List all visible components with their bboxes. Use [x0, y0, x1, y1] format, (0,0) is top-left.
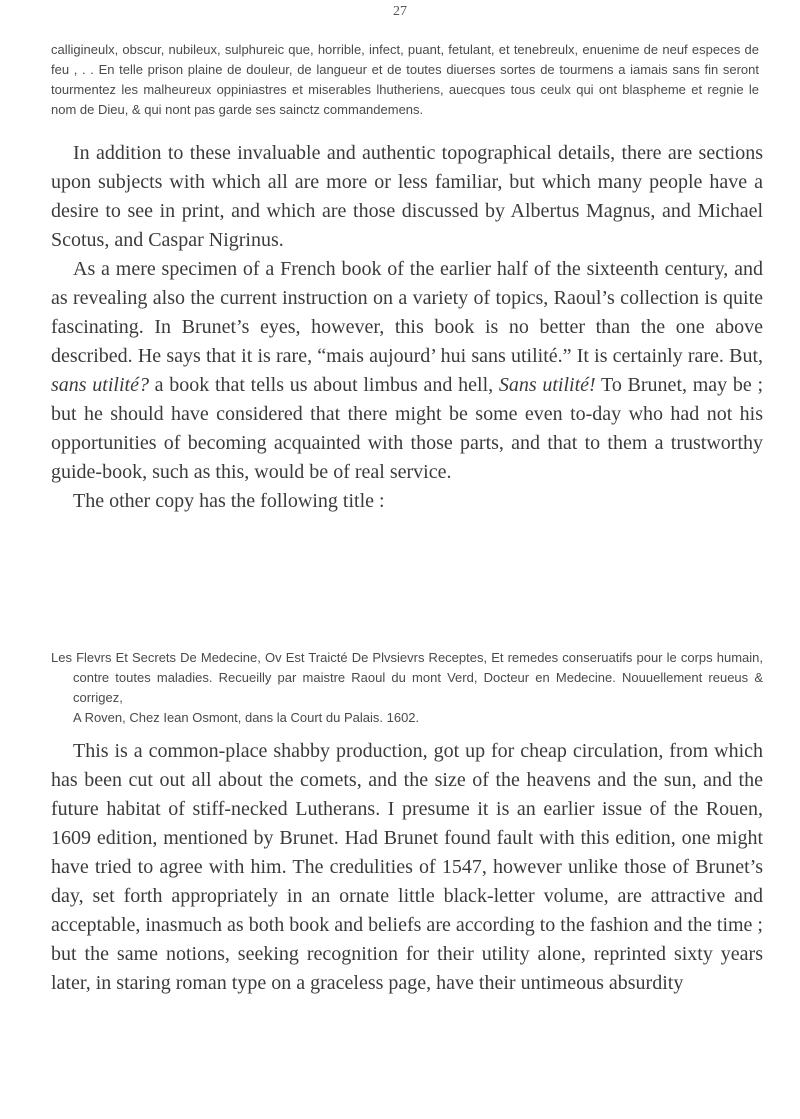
french-quotation: calligineulx, obscur, nubileux, sulphureic que, horrible, infect, puant, fetulant, et tenebreulx, enuenime de neuf especes de feu , . . En telle prison plaine de douleur, de langueur et de toutes diuerses sortes de tourmens a iamais sans fin seront tourmentez les malheureux oppiniastres et miserables lhutheriens, auecques tous ceulx qui ont blaspheme et regnie le nom de Dieu, & qui nont pas garde ses sainctz commandemens. — [51, 42, 759, 117]
italic-phrase: Sans utilité! — [498, 374, 596, 396]
book-title: Les Flevrs Et Secrets De Medecine, Ov Est Traicté De Plvsievrs Receptes, Et remedes conseruatifs pour le corps humain, contre toutes maladies. Recueilly par maistre Raoul du mont Verd, Docteur en Medecine. Nouuellement reueus & corrigez, — [51, 650, 763, 705]
paragraph-topographical: In addition to these invaluable and authentic topographical details, there are sections upon subjects with which all are more or less familiar, but which many people have a desire to see in print, and which are those discussed by Albertus Magnus, and Michael Scotus, and Caspar Nigrinus. — [51, 142, 763, 251]
paragraph — [51, 737, 763, 998]
paragraph-common-place: This is a common-place shabby production, got up for cheap circulation, from which has been cut out all about the comets, and the size of the heavens and the sun, and the future habitat of stiff-necked Lutherans. I presume it is an earlier issue of the Rouen, 1609 edition, mentioned by Brunet. Had Brunet found fault with this edition, one might have tried to agree with him. The credulities of 1547, however unlike those of Brunet’s day, set forth appropriately in an ornate little black-letter volume, are attractive and acceptable, inasmuch as both book and beliefs are according to the fashion and the time ; but the same notions, seeking recognition for their utility alone, reprinted sixty years later, in staring roman type on a graceless page, have their untimeous absurdity — [51, 740, 763, 994]
paragraph — [51, 255, 763, 487]
paragraph — [51, 139, 763, 255]
italic-phrase: sans utilité? — [51, 374, 149, 396]
body-text-upper — [51, 139, 763, 516]
paragraph-raoul-collection: As a mere specimen of a French book of the earlier half of the sixteenth century, and as revealing also the current instruction on a variety of topics, Raoul’s collection is quite fascinating. In Brunet’s eyes, however, this book is no better than the one above described. He says that it is rare, “mais aujourd’ hui sans utilité.” It is certainly rare. But, sans utilité? a book that tells us about limbus and hell, Sans utilité! To Brunet, may be ; but he should have considered that there might be some even to-day who had not his opportunities of becoming acquainted with those parts, and that to them a trustworthy guide-book, such as this, would be of real service. — [51, 258, 764, 483]
body-text-lower — [51, 737, 763, 998]
paragraph — [51, 487, 763, 516]
paragraph-other-copy: The other copy has the following title : — [73, 490, 385, 512]
bibliographic-title — [51, 648, 763, 728]
page-number: 27 — [393, 4, 407, 19]
book-imprint: A Roven, Chez Iean Osmont, dans la Court du Palais. 1602. — [73, 710, 420, 725]
